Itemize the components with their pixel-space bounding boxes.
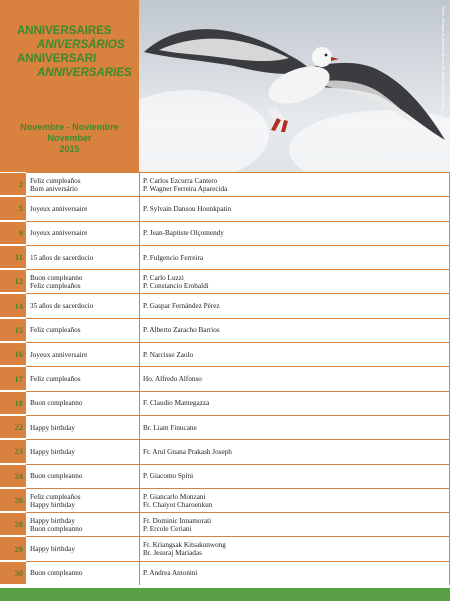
person-name: P. Giancarlo Monzani bbox=[143, 492, 206, 501]
table-row bbox=[0, 172, 450, 196]
names-cell bbox=[143, 392, 443, 415]
occasion-text: Feliz cumpleaños bbox=[30, 281, 81, 290]
occasion-text: Feliz cumpleaños bbox=[30, 375, 81, 384]
person-name: P. Alberto Zaracho Barrios bbox=[143, 326, 220, 335]
person-name: P. Gaspar Fernández Pérez bbox=[143, 302, 220, 311]
occasion-cell bbox=[30, 440, 136, 463]
table-row bbox=[0, 366, 450, 390]
title-fr: ANNIVERSAIRES bbox=[17, 25, 112, 37]
person-name: P. Andrea Antonini bbox=[143, 569, 198, 578]
table-row bbox=[0, 221, 450, 245]
table-row bbox=[0, 318, 450, 342]
seagull-photo bbox=[139, 0, 450, 172]
occasion-cell bbox=[30, 197, 136, 220]
occasion-text: Happy birthday bbox=[30, 447, 75, 456]
header-title-panel bbox=[0, 0, 139, 172]
column-divider bbox=[139, 392, 140, 415]
person-name: P. Jean-Baptiste Olçomendy bbox=[143, 229, 224, 238]
day-number: 17 bbox=[0, 366, 26, 389]
names-cell bbox=[143, 319, 443, 342]
column-divider bbox=[139, 367, 140, 390]
date-month-fr-es: Novembre - Noviembre bbox=[20, 122, 119, 132]
occasion-text: Buon compleanno bbox=[30, 524, 83, 533]
table-row bbox=[0, 536, 450, 560]
column-divider bbox=[139, 222, 140, 245]
table-row bbox=[0, 269, 450, 293]
occasion-cell bbox=[30, 319, 136, 342]
occasion-text: Bom aniversário bbox=[30, 184, 78, 193]
person-name: P. Sylvain Dansou Hounkpatin bbox=[143, 204, 232, 213]
occasion-cell bbox=[30, 392, 136, 415]
day-number: 11 bbox=[0, 245, 26, 268]
day-number: 18 bbox=[0, 391, 26, 414]
date-year: 2015 bbox=[59, 144, 80, 154]
date-block bbox=[0, 122, 139, 155]
day-number: 5 bbox=[0, 196, 26, 219]
table-row bbox=[0, 561, 450, 585]
person-name: Br. Jesuraj Mariadas bbox=[143, 549, 202, 558]
person-name: Fr. Dominic Innamorati bbox=[143, 516, 212, 525]
names-cell bbox=[143, 513, 443, 536]
table-row bbox=[0, 342, 450, 366]
day-number: 24 bbox=[0, 464, 26, 487]
occasion-cell bbox=[30, 246, 136, 269]
table-row bbox=[0, 464, 450, 488]
title-pt: ANIVERSÁRIOS bbox=[37, 39, 125, 51]
occasion-text: Joyeux anniversaire bbox=[30, 204, 88, 213]
column-divider bbox=[139, 562, 140, 585]
title-it: ANNIVERSARI bbox=[17, 53, 97, 65]
column-divider bbox=[139, 246, 140, 269]
names-cell bbox=[143, 440, 443, 463]
day-number: 29 bbox=[0, 536, 26, 559]
person-name: Fr. Chaiyot Charoenkun bbox=[143, 500, 213, 509]
names-cell bbox=[143, 537, 443, 560]
occasion-cell bbox=[30, 537, 136, 560]
person-name: Fr. Arul Gnana Prakash Joseph bbox=[143, 447, 232, 456]
occasion-text: 35 años de sacerdocio bbox=[30, 302, 94, 311]
table-row bbox=[0, 293, 450, 317]
table-row bbox=[0, 488, 450, 512]
occasion-cell bbox=[30, 562, 136, 585]
occasion-cell bbox=[30, 416, 136, 439]
person-name: P. Narcisse Zaolo bbox=[143, 350, 194, 359]
day-number: 12 bbox=[0, 269, 26, 292]
names-cell bbox=[143, 294, 443, 317]
day-number: 2 bbox=[0, 172, 26, 195]
occasion-cell bbox=[30, 343, 136, 366]
occasion-cell bbox=[30, 294, 136, 317]
column-divider bbox=[139, 537, 140, 560]
table-row bbox=[0, 196, 450, 220]
day-number: 16 bbox=[0, 342, 26, 365]
day-number: 9 bbox=[0, 221, 26, 244]
names-cell bbox=[143, 246, 443, 269]
column-divider bbox=[139, 489, 140, 512]
table-row bbox=[0, 512, 450, 536]
table-row bbox=[0, 391, 450, 415]
occasion-cell bbox=[30, 513, 136, 536]
column-divider bbox=[139, 270, 140, 293]
day-number: 26 bbox=[0, 488, 26, 511]
person-name: P. Wagner Ferreira Aparecida bbox=[143, 184, 228, 193]
column-divider bbox=[139, 513, 140, 536]
occasion-text: Feliz cumpleaños bbox=[30, 326, 81, 335]
day-number: 14 bbox=[0, 293, 26, 316]
column-divider bbox=[139, 197, 140, 220]
person-name: P. Giacomo Spini bbox=[143, 472, 194, 481]
occasion-text: Buon compleanno bbox=[30, 399, 83, 408]
names-cell bbox=[143, 270, 443, 293]
occasion-text: Happy birthday bbox=[30, 516, 75, 525]
person-name: Fr. Kriangsak Kitsakunwong bbox=[143, 541, 226, 550]
occasion-text: Happy birthday bbox=[30, 500, 75, 509]
names-cell bbox=[143, 562, 443, 585]
photo-credit: Photo: Seagull by Andrew Moore via Wikimedia Commons bbox=[441, 6, 446, 110]
names-cell bbox=[143, 343, 443, 366]
person-name: Br. Liam Finucane bbox=[143, 423, 197, 432]
table-row bbox=[0, 415, 450, 439]
person-name: P. Constancio Erobaldi bbox=[143, 281, 209, 290]
occasion-text: Joyeux anniversaire bbox=[30, 229, 88, 238]
table-row bbox=[0, 439, 450, 463]
occasion-text: Buon compleanno bbox=[30, 273, 83, 282]
occasion-cell bbox=[30, 465, 136, 488]
names-cell bbox=[143, 197, 443, 220]
names-cell bbox=[143, 489, 443, 512]
occasion-text: Happy birthday bbox=[30, 545, 75, 554]
date-month-en: November bbox=[47, 133, 92, 143]
day-number: 30 bbox=[0, 561, 26, 584]
person-name: F. Claudio Mantegazza bbox=[143, 399, 210, 408]
person-name: Ho. Alfredo Alfonso bbox=[143, 375, 202, 384]
occasion-cell bbox=[30, 489, 136, 512]
person-name: P. Carlo Luzzi bbox=[143, 273, 184, 282]
anniversary-table bbox=[0, 172, 450, 585]
seagull-icon bbox=[139, 0, 450, 172]
day-number: 23 bbox=[0, 439, 26, 462]
names-cell bbox=[143, 465, 443, 488]
table-row bbox=[0, 245, 450, 269]
occasion-text: Feliz cumpleaños bbox=[30, 176, 81, 185]
person-name: P. Fulgencio Ferreira bbox=[143, 253, 204, 262]
names-cell bbox=[143, 173, 443, 196]
occasion-text: Joyeux anniversaire bbox=[30, 350, 88, 359]
occasion-text: Feliz cumpleaños bbox=[30, 492, 81, 501]
day-number: 22 bbox=[0, 415, 26, 438]
names-cell bbox=[143, 367, 443, 390]
person-name: P. Carlos Ezcurra Cantero bbox=[143, 176, 218, 185]
occasion-text: Buon compleanno bbox=[30, 472, 83, 481]
occasion-cell bbox=[30, 222, 136, 245]
title-en: ANNIVERSARIES bbox=[37, 67, 132, 79]
day-number: 15 bbox=[0, 318, 26, 341]
column-divider bbox=[139, 416, 140, 439]
footer-bar bbox=[0, 588, 450, 601]
column-divider bbox=[139, 319, 140, 342]
header bbox=[0, 0, 450, 172]
occasion-text: 15 años de sacerdocio bbox=[30, 253, 94, 262]
occasion-text: Happy birthday bbox=[30, 423, 75, 432]
title-block bbox=[17, 24, 132, 80]
occasion-cell bbox=[30, 270, 136, 293]
names-cell bbox=[143, 222, 443, 245]
column-divider bbox=[139, 465, 140, 488]
day-number: 28 bbox=[0, 512, 26, 535]
column-divider bbox=[139, 294, 140, 317]
column-divider bbox=[139, 343, 140, 366]
person-name: P. Ercole Ceriani bbox=[143, 524, 192, 533]
occasion-text: Buon compleanno bbox=[30, 569, 83, 578]
occasion-cell bbox=[30, 173, 136, 196]
column-divider bbox=[139, 173, 140, 196]
column-divider bbox=[139, 440, 140, 463]
names-cell bbox=[143, 416, 443, 439]
occasion-cell bbox=[30, 367, 136, 390]
